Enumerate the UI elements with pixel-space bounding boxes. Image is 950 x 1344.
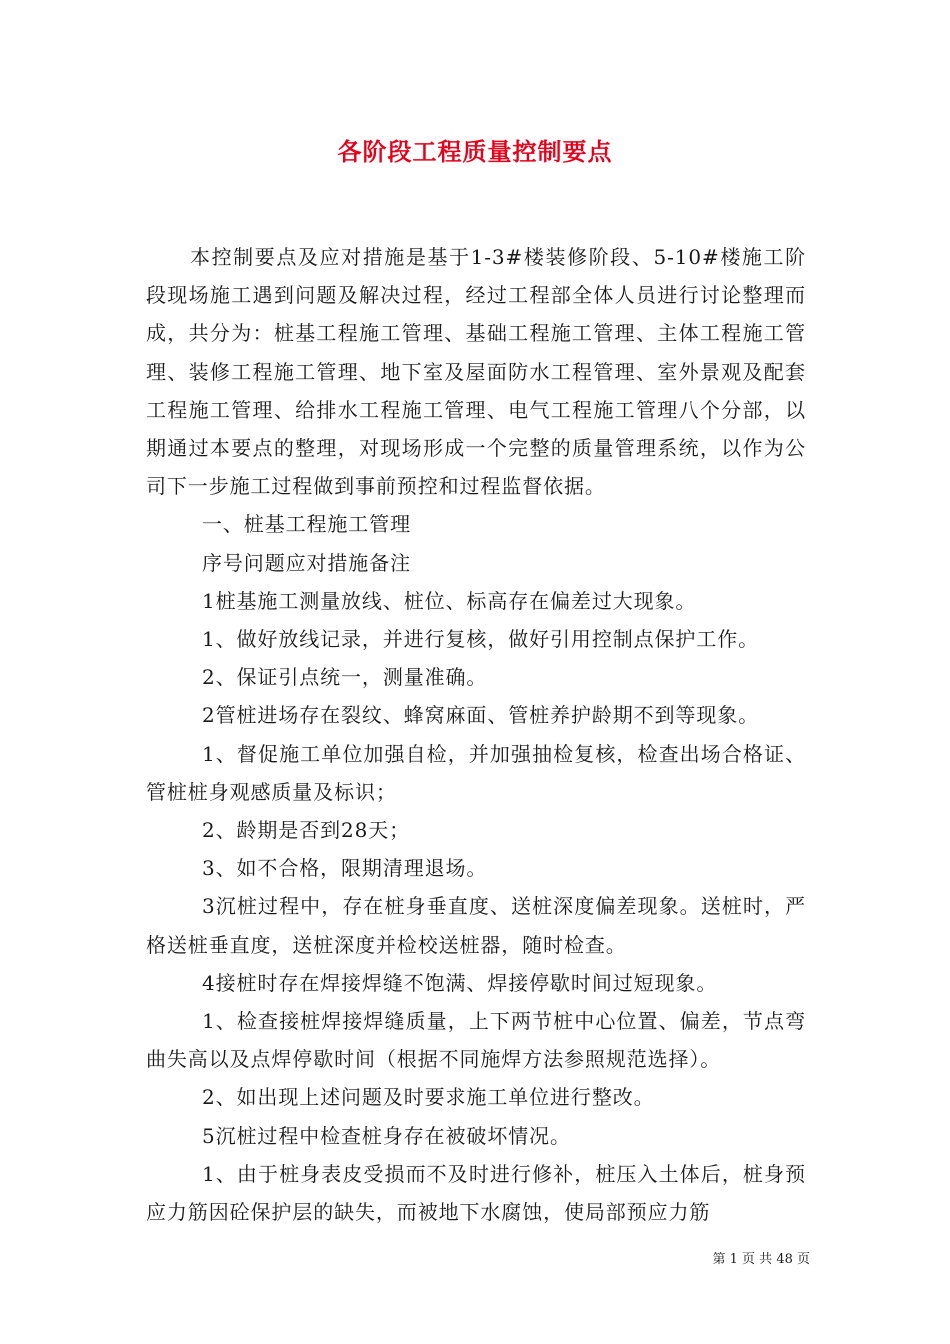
document-body xyxy=(146,238,806,1231)
measure-item: 2、保证引点统一，测量准确。 xyxy=(202,665,488,690)
issue-item: 3沉桩过程中，存在桩身垂直度、送桩深度偏差现象。送桩时，严格送桩垂直度，送桩深度并检校送桩器，随时检查。 xyxy=(146,894,806,957)
issue-item: 5沉桩过程中检查桩身存在被破坏情况。 xyxy=(202,1123,571,1148)
intro-paragraph: 本控制要点及应对措施是基于1-3#楼装修阶段、5-10#楼施工阶段现场施工遇到问题及解决过程，经过工程部全体人员进行讨论整理而成，共分为：桩基工程施工管理、基础工程施工管理、主体工程施工管理、装修工程施工管理、地下室及屋面防水工程管理、室外景观及配套工程施工管理、给排水工程施工管理、电气工程施工管理八个分部，以期通过本要点的整理，对现场形成一个完整的质量管理系统，以作为公司下一步施工过程做到事前预控和过程监督依据。 xyxy=(146,245,806,499)
table-header-line: 序号问题应对措施备注 xyxy=(202,550,411,575)
measure-item: 1、督促施工单位加强自检，并加强抽检复核，检查出场合格证、管桩桩身观感质量及标识； xyxy=(146,741,806,804)
issue-item: 4接桩时存在焊接焊缝不饱满、焊接停歇时间过短现象。 xyxy=(202,970,718,995)
measure-item: 1、由于桩身表皮受损而不及时进行修补，桩压入土体后，桩身预应力筋因砼保护层的缺失，而被地下水腐蚀，使局部预应力筋 xyxy=(146,1161,806,1225)
measure-item: 2、如出现上述问题及时要求施工单位进行整改。 xyxy=(202,1085,655,1110)
issue-item: 1桩基施工测量放线、桩位、标高存在偏差过大现象。 xyxy=(202,588,697,613)
document-title: 各阶段工程质量控制要点 xyxy=(337,138,613,166)
measure-item: 3、如不合格，限期清理退场。 xyxy=(202,856,488,881)
measure-item: 1、做好放线记录，并进行复核，做好引用控制点保护工作。 xyxy=(202,627,760,652)
section-heading: 一、桩基工程施工管理 xyxy=(202,512,411,537)
measure-item: 1、检查接桩焊接焊缝质量，上下两节桩中心位置、偏差，节点弯曲失高以及点焊停歇时间（根据不同施焊方法参照规范选择）。 xyxy=(146,1009,806,1072)
page-number: 第 1 页 共 48 页 xyxy=(712,1252,810,1267)
issue-item: 2管桩进场存在裂纹、蜂窝麻面、管桩养护龄期不到等现象。 xyxy=(202,703,760,728)
measure-item: 2、龄期是否到28天； xyxy=(202,818,411,843)
